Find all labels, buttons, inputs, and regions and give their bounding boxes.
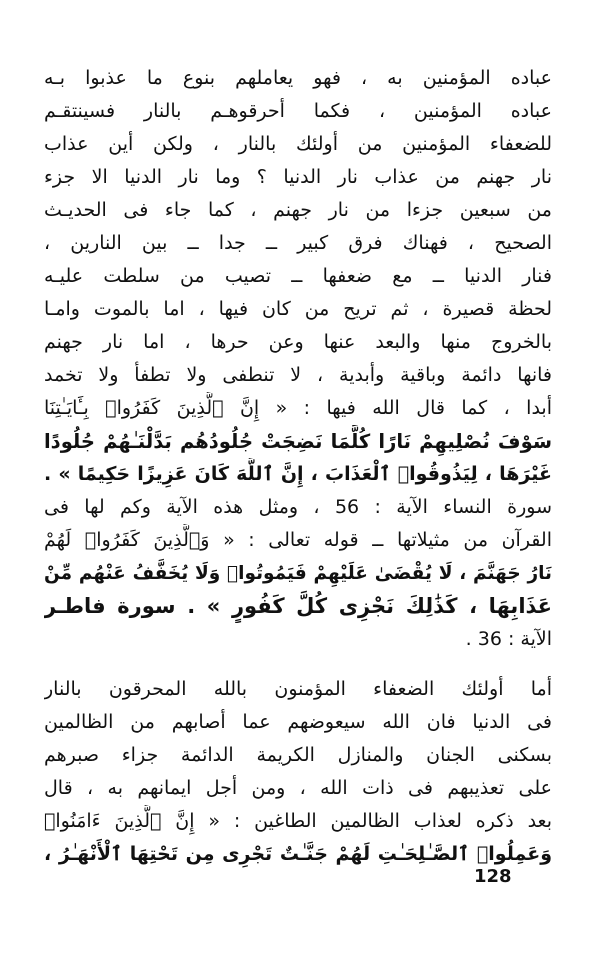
text-line: فى الدنيا فان الله سيعوضهم عما أصابهم من الظالمين bbox=[44, 711, 552, 733]
text-line: بعد ذكره لعذاب الظالمين الطاغين : « إِنَّ ٱلَّذِينَ ءَامَنُوا۟ bbox=[44, 810, 552, 832]
text-line: من سبعين جزءا من نار جهنم ، كما جاء فى الحديـث bbox=[44, 199, 552, 221]
text-line: الآية : 36 . bbox=[465, 628, 552, 650]
text-line: فانها دائمة وباقية وأبدية ، لا تنطفى ولا تطفأ ولا تخمد bbox=[44, 364, 552, 386]
text-line: عباده المؤمنين ، فكما أحرقوهـم بالنار فسينتقـم bbox=[44, 100, 552, 122]
text-line: سورة النساء الآية : 56 ، ومثل هذه الآية وكم لها فى bbox=[44, 496, 552, 518]
text-line: الصحيح ، فهناك فرق كبير ــ جدا ــ بين النارين ، bbox=[44, 232, 552, 254]
text-line: بسكنى الجنان والمنازل الكريمة الدائمة جزاء صبرهم bbox=[44, 744, 552, 766]
paragraph-1 bbox=[44, 62, 552, 656]
text-line: القرآن من مثيلاتها ــ قوله تعالى : « وَٱلَّذِينَ كَفَرُوا۟ لَهُمْ bbox=[44, 529, 552, 551]
quran-verse-line: وَعَمِلُوا۟ ٱلصَّـٰلِحَـٰتِ لَهُمْ جَنَّـٰتٌ تَجْرِى مِن تَحْتِهَا ٱلْأَنْهَـٰرُ ، bbox=[44, 843, 552, 865]
text-line: أما أولئك الضعفاء المؤمنون بالله المحرقون بالنار bbox=[44, 678, 552, 700]
text-line: بالخروج منها والبعد عنها وعن حرها ، اما نار جهنم bbox=[44, 331, 552, 353]
text-line: على تعذيبهم فى ذات الله ، ومن أجل ايمانهم به ، قال bbox=[44, 777, 552, 799]
paragraph-2 bbox=[44, 673, 552, 871]
text-line: للضعفاء المؤمنين من أولئك بالنار ، ولكن أين عذاب bbox=[44, 133, 552, 155]
quran-verse-line: غَيْرَهَا ، لِيَذُوقُوا۟ ٱلْعَذَابَ ، إِنَّ ٱللَّهَ كَانَ عَزِيزًا حَكِيمًا » . bbox=[44, 463, 552, 485]
quran-verse-line: سَوْفَ نُصْلِيهِمْ نَارًا كُلَّمَا نَضِجَتْ جُلُودُهُم بَدَّلْنَـٰهُمْ جُلُودًا bbox=[44, 430, 552, 453]
text-line: فنار الدنيا ــ مع ضعفها ــ تصيب من سلطت عليـه bbox=[44, 265, 552, 287]
text-line: أبدا ، كما قال الله فيها : « إِنَّ ٱلَّذِينَ كَفَرُوا۟ بِـَٔايَـٰتِنَا bbox=[44, 397, 552, 419]
book-page bbox=[44, 62, 552, 932]
text-line: لحظة قصيرة ، ثم تريح من كان فيها ، اما بالموت وامـا bbox=[44, 298, 552, 320]
quran-verse-line: عَذَابِهَا ، كَذَٰلِكَ نَجْزِى كُلَّ كَفُورٍ » . سورة فاطـر bbox=[44, 594, 552, 618]
page-number: 128 bbox=[474, 866, 512, 887]
quran-verse-line: نَارُ جَهَنَّمَ ، لَا يُقْضَىٰ عَلَيْهِمْ فَيَمُوتُوا۟ وَلَا يُخَفَّفُ عَنْهُم مِّنْ bbox=[44, 563, 552, 584]
text-line: نار جهنم من عذاب نار الدنيا ؟ وما نار الدنيا الا جزء bbox=[44, 166, 552, 188]
text-line: عباده المؤمنين به ، فهو يعاملهم بنوع ما عذبوا بـه bbox=[44, 67, 552, 89]
